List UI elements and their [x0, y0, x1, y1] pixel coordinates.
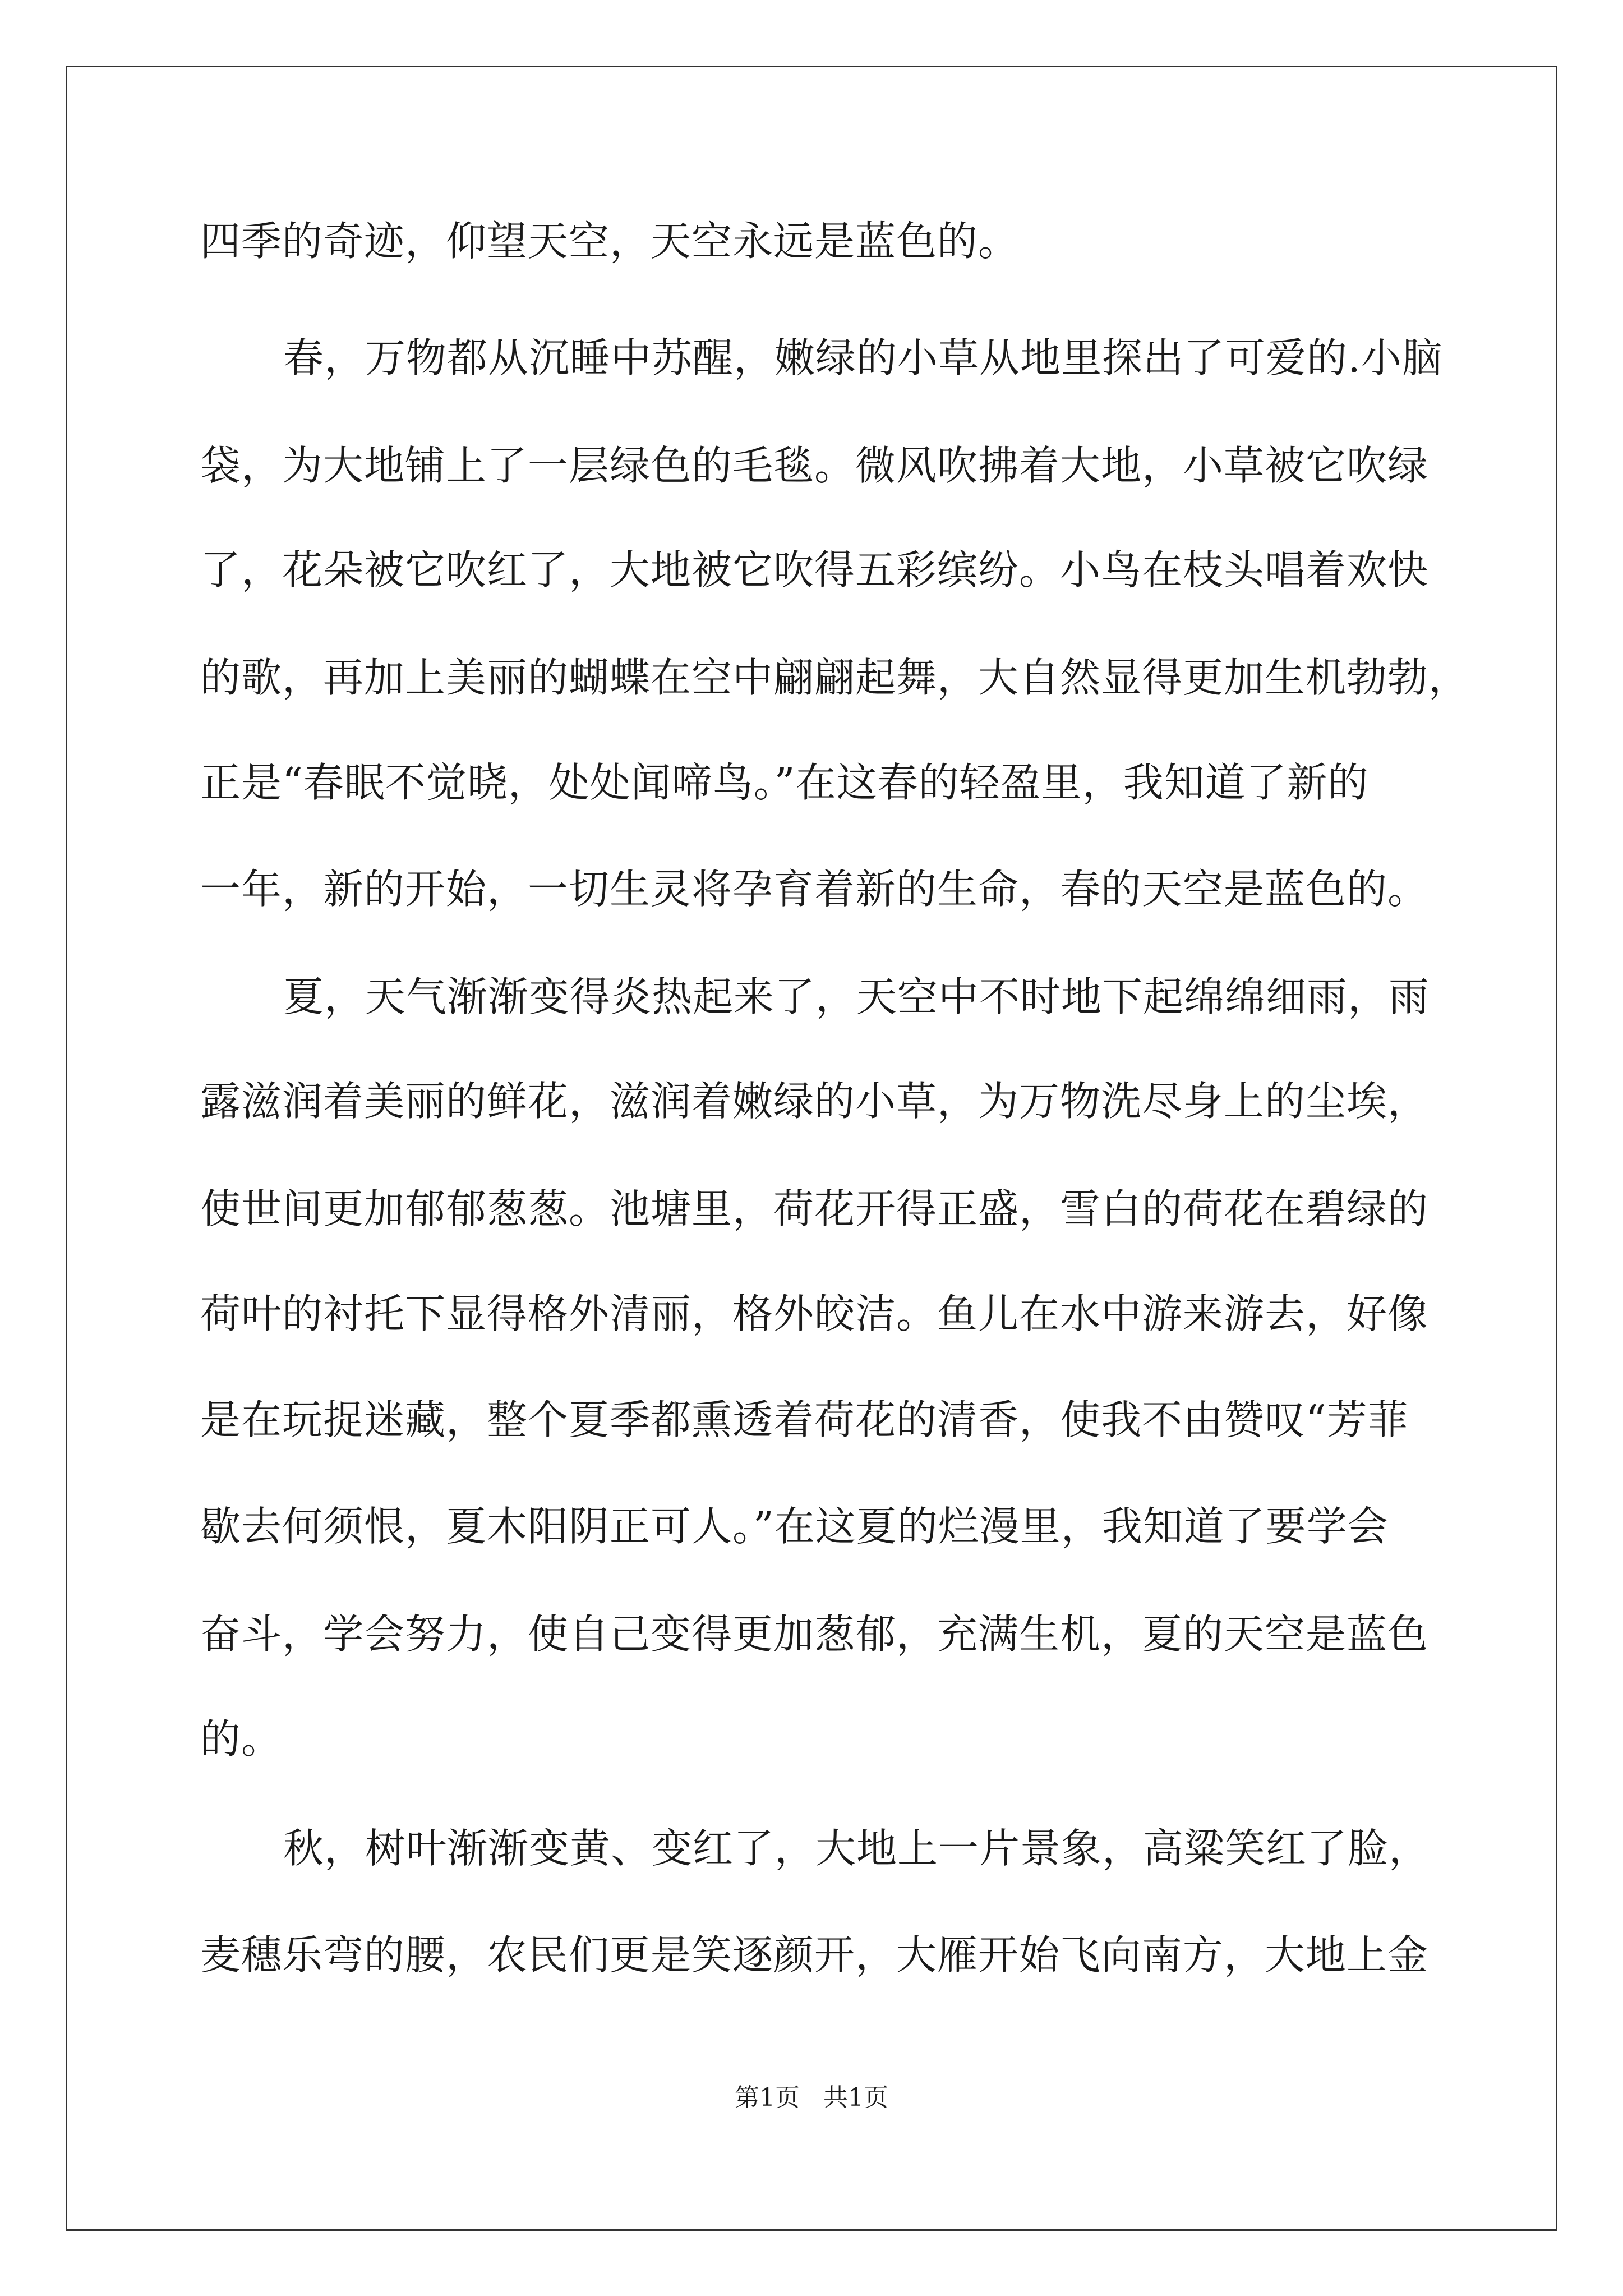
text-line: 麦穗乐弯的腰，农民们更是笑逐颜开，大雁开始飞向南方，大地上金 [200, 1931, 1429, 1978]
text-line: 四季的奇迹，仰望天空，天空永远是蓝色的。 [200, 218, 1020, 265]
text-line: 了，花朵被它吹红了，大地被它吹得五彩缤纷。小鸟在枝头唱着欢快 [200, 546, 1429, 593]
paragraph-start-line: 夏，天气渐渐变得炎热起来了，天空中不时地下起绵绵细雨，雨 [283, 973, 1430, 1020]
text-line: 的。 [200, 1715, 283, 1763]
paragraph-start-line: 春，万物都从沉睡中苏醒，嫩绿的小草从地里探出了可爱的.小脑 [283, 334, 1443, 381]
page-total: 共1页 [823, 2083, 888, 2112]
page-footer [0, 2081, 1623, 2115]
text-line: 露滋润着美丽的鲜花，滋润着嫩绿的小草，为万物洗尽身上的尘埃， [200, 1078, 1429, 1125]
text-line: 荷叶的衬托下显得格外清丽，格外皎洁。鱼儿在水中游来游去，好像 [200, 1290, 1429, 1337]
text-line: 正是“春眠不觉晓，处处闻啼鸟。”在这春的轻盈里，我知道了新的 [200, 759, 1369, 806]
text-line: 使世间更加郁郁葱葱。池塘里，荷花开得正盛，雪白的荷花在碧绿的 [200, 1185, 1429, 1232]
text-line: 奋斗，学会努力，使自己变得更加葱郁，充满生机，夏的天空是蓝色 [200, 1611, 1429, 1658]
text-line: 袋，为大地铺上了一层绿色的毛毯。微风吹拂着大地，小草被它吹绿 [200, 442, 1429, 489]
text-line: 的歌，再加上美丽的蝴蝶在空中翩翩起舞，大自然显得更加生机勃勃， [200, 654, 1470, 701]
page-border [66, 66, 1557, 2231]
text-line: 是在玩捉迷藏，整个夏季都熏透着荷花的清香，使我不由赞叹“芳菲 [200, 1396, 1409, 1443]
text-line: 一年，新的开始，一切生灵将孕育着新的生命，春的天空是蓝色的。 [200, 866, 1429, 913]
page-number: 第1页 [735, 2083, 800, 2112]
text-line: 歇去何须恨，夏木阳阴正可人。”在这夏的烂漫里，我知道了要学会 [200, 1503, 1389, 1550]
paragraph-start-line: 秋，树叶渐渐变黄、变红了，大地上一片景象，高粱笑红了脸， [283, 1825, 1430, 1872]
